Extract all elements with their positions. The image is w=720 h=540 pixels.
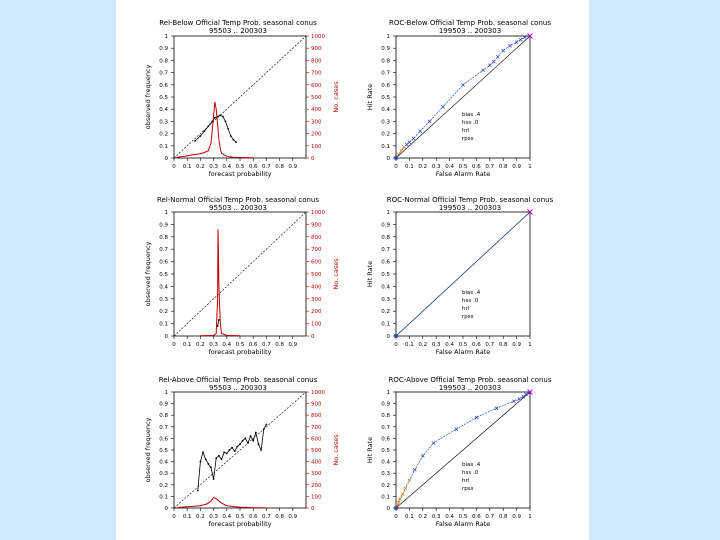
y-tick-label: 0.6: [159, 436, 168, 443]
y-tick-label: 0: [386, 334, 390, 340]
y-axis-label: Hit Rate: [366, 83, 374, 111]
count-line: [177, 498, 267, 508]
reliability-point: [226, 453, 228, 455]
y2-tick-label: 100: [311, 143, 322, 150]
y2-tick-label: 300: [311, 471, 322, 478]
x-tick-label: 0.4: [222, 342, 232, 348]
y2-tick-label: 1000: [311, 34, 325, 40]
roc-point: [515, 41, 518, 44]
x-tick-label: 0.2: [418, 164, 428, 170]
y-tick-label: 0.7: [381, 247, 390, 254]
x-tick-label: 0.2: [196, 342, 205, 348]
y-axis-label: Hit Rate: [366, 436, 374, 464]
y2-tick-label: 300: [311, 296, 322, 303]
reliability-point: [214, 117, 216, 119]
y-tick-label: 0.4: [159, 459, 168, 466]
y-tick-label: 0.6: [381, 259, 390, 266]
x-tick-label: 0.3: [431, 514, 441, 520]
x-axis-label: forecast probability: [208, 520, 272, 528]
y-tick-label: 0.9: [381, 222, 390, 229]
x-tick-label: 0.1: [405, 342, 414, 348]
y2-tick-label: 100: [311, 321, 322, 328]
roc-point: [461, 83, 464, 86]
reliability-point: [236, 446, 238, 448]
y-tick-label: 0.8: [381, 58, 390, 65]
x-tick-label: 0.4: [445, 514, 454, 520]
y-tick-label: 0.1: [381, 143, 390, 150]
y-tick-label: 0.5: [381, 272, 390, 278]
roc-point: [488, 64, 491, 67]
x-tick-label: 0.9: [288, 342, 298, 348]
y-tick-label: 0.4: [159, 284, 168, 291]
y2-tick-label: 400: [311, 459, 322, 466]
reliability-normal-chart: [118, 185, 354, 365]
y-tick-label: 0.3: [381, 471, 390, 478]
chart-subtitle: 199503 .. 200303: [438, 204, 502, 212]
x-tick-label: 0.2: [196, 514, 205, 520]
x-tick-label: 0: [394, 164, 398, 170]
y2-tick-label: 600: [311, 436, 322, 443]
y2-tick-label: 200: [311, 131, 322, 138]
x-tick-label: 0.5: [235, 514, 245, 520]
legend-entry: bias .4: [462, 462, 481, 468]
reliability-point: [222, 116, 224, 118]
x-tick-label: 0.3: [209, 342, 218, 348]
y2-tick-label: 1000: [311, 210, 325, 216]
reliability-point: [217, 116, 219, 118]
x-tick-label: 0.5: [235, 342, 245, 348]
chart-title: ROC-Above Official Temp Prob. seasonal conus: [388, 376, 552, 384]
y-tick-label: 0.9: [159, 222, 168, 229]
reliability-point: [235, 141, 237, 143]
y-tick-label: 0.8: [159, 58, 168, 65]
reliability-point: [258, 443, 260, 445]
y-tick-label: 0.4: [159, 107, 168, 114]
roc-point: [400, 149, 403, 152]
x-tick-label: 0.6: [248, 164, 258, 170]
roc-point: [508, 44, 511, 47]
y2-tick-label: 0: [311, 334, 315, 340]
x-tick-label: 0.6: [472, 514, 481, 520]
x-tick-label: 0: [172, 514, 176, 520]
y-tick-label: 0.9: [381, 46, 390, 53]
y-tick-label: 0.2: [381, 482, 390, 489]
y2-tick-label: 1000: [311, 390, 325, 396]
diagonal-line: [174, 212, 306, 336]
y-tick-label: 0.8: [381, 234, 390, 241]
diagonal-line: [174, 392, 306, 508]
reliability-point: [247, 442, 249, 444]
y-tick-label: 0.6: [159, 259, 168, 266]
count-line: [177, 102, 254, 158]
y-tick-label: 0.5: [159, 448, 168, 454]
y-tick-label: 1: [164, 34, 168, 40]
reliability-point: [211, 121, 213, 123]
y-tick-label: 0.4: [381, 459, 390, 466]
reliability-point: [215, 457, 217, 459]
reliability-point: [221, 458, 223, 460]
reliability-point: [242, 440, 244, 442]
x-tick-label: 0.8: [498, 164, 508, 170]
reliability-point: [217, 325, 219, 327]
roc-point: [397, 501, 400, 504]
reliability-point: [194, 140, 196, 142]
x-tick-label: 0.6: [472, 164, 481, 170]
roc-point: [401, 492, 404, 495]
y-tick-label: 0.5: [381, 95, 390, 101]
y2-tick-label: 900: [311, 46, 322, 53]
x-tick-label: 0.6: [248, 514, 258, 520]
reliability-point: [202, 451, 204, 453]
y2-tick-label: 500: [311, 272, 322, 278]
y-tick-label: 0.5: [381, 448, 390, 454]
legend-entry: hss .0: [462, 120, 479, 126]
x-tick-label: 0.9: [512, 164, 521, 170]
y-tick-label: 0.7: [159, 424, 168, 431]
x-tick-label: 0.5: [235, 164, 245, 170]
x-axis-label: forecast probability: [208, 170, 272, 178]
y-tick-label: 0.2: [159, 131, 168, 138]
count-line: [200, 229, 240, 335]
y-tick-label: 0.9: [159, 46, 168, 53]
x-tick-label: 0.7: [262, 514, 271, 520]
roc-point: [455, 428, 458, 431]
roc-below-chart: [352, 8, 588, 188]
y-tick-label: 0.9: [159, 401, 168, 408]
x-tick-label: 0.4: [222, 164, 232, 170]
roc-point: [502, 49, 505, 52]
roc-point: [419, 130, 422, 133]
y-axis-label: observed frequency: [144, 417, 152, 483]
x-tick-label: 0.5: [458, 164, 468, 170]
x-axis-label: False Alarm Rate: [435, 170, 491, 178]
reliability-point: [218, 319, 220, 321]
reliability-point: [233, 139, 235, 141]
reliability-point: [244, 438, 246, 440]
reliability-point: [263, 428, 265, 430]
x-tick-label: 0.3: [209, 514, 218, 520]
y-axis-label: observed frequency: [144, 241, 152, 307]
reliability-point: [225, 121, 227, 123]
reliability-point: [255, 432, 257, 434]
roc-point: [432, 441, 435, 444]
x-tick-label: 0.1: [182, 514, 192, 520]
y-tick-label: 0.7: [159, 70, 168, 77]
chart-subtitle: 95503 .. 200303: [209, 204, 267, 212]
reliability-point: [205, 458, 207, 460]
y-tick-label: 1: [386, 34, 390, 40]
x-tick-label: 1: [528, 342, 532, 348]
x-tick-label: 0: [172, 164, 176, 170]
y-axis-label: observed frequency: [144, 64, 152, 130]
x-tick-label: 0.4: [222, 514, 232, 520]
chart-title: ROC-Below Official Temp Prob. seasonal conus: [389, 19, 551, 27]
y2-tick-label: 600: [311, 259, 322, 266]
y-tick-label: 0.4: [381, 284, 390, 291]
legend-entry: bias .4: [462, 112, 481, 118]
y2-tick-label: 500: [311, 448, 322, 454]
reliability-point: [239, 443, 241, 445]
reliability-point: [260, 449, 262, 451]
x-tick-label: 0.9: [288, 514, 298, 520]
x-tick-label: 0.5: [458, 514, 468, 520]
legend-entry: rpss: [462, 136, 474, 142]
y-tick-label: 0.1: [159, 143, 168, 150]
x-tick-label: 0.8: [498, 514, 508, 520]
x-tick-label: 0.6: [248, 342, 258, 348]
y-tick-label: 0.5: [159, 272, 168, 278]
legend-entry: bias .4: [462, 290, 481, 296]
y-tick-label: 0.6: [381, 436, 390, 443]
y2-tick-label: 900: [311, 222, 322, 229]
x-tick-label: 0.2: [418, 342, 428, 348]
x-tick-label: 0.2: [418, 514, 428, 520]
chart-subtitle: 199503 .. 200303: [438, 27, 502, 35]
reliability-point: [266, 424, 268, 426]
reliability-point: [252, 440, 254, 442]
roc-point: [398, 497, 401, 500]
x-axis-label: forecast probability: [208, 348, 272, 356]
y-tick-label: 0.8: [381, 413, 390, 420]
x-tick-label: 1: [528, 164, 532, 170]
reliability-point: [219, 114, 221, 116]
x-tick-label: 0.7: [262, 342, 271, 348]
x-tick-label: 0.2: [196, 164, 205, 170]
legend-entry: hrl: [462, 306, 470, 312]
y-tick-label: 0.9: [381, 401, 390, 408]
x-tick-label: 0.9: [512, 342, 521, 348]
y2-axis-label: No. cases: [332, 81, 340, 113]
x-tick-label: 0.1: [182, 342, 192, 348]
x-tick-label: 0.7: [485, 514, 495, 520]
reliability-line: [198, 425, 267, 491]
y2-tick-label: 0: [311, 506, 315, 512]
y-tick-label: 0.4: [381, 107, 390, 114]
legend-entry: rpss: [462, 314, 474, 320]
roc-point: [408, 141, 411, 144]
roc-point: [413, 468, 416, 471]
x-tick-label: 1: [528, 514, 532, 520]
plot-area: [366, 210, 533, 357]
reliability-point: [210, 467, 212, 469]
y2-tick-label: 500: [311, 95, 322, 101]
chart-subtitle: 95503 .. 200303: [209, 27, 267, 35]
plot-area: [366, 390, 533, 529]
reliability-point: [203, 130, 205, 132]
roc-point: [492, 60, 495, 63]
x-tick-label: 0.1: [182, 164, 192, 170]
x-tick-label: 0: [394, 514, 398, 520]
y2-tick-label: 800: [311, 58, 322, 65]
y2-tick-label: 700: [311, 424, 322, 431]
roc-point: [482, 69, 485, 72]
x-tick-label: 0: [394, 342, 398, 348]
roc-point: [408, 479, 411, 482]
y-tick-label: 1: [164, 390, 168, 396]
roc-point: [512, 400, 515, 403]
x-tick-label: 0.3: [431, 164, 441, 170]
y2-tick-label: 0: [311, 156, 315, 162]
x-tick-label: 0.8: [498, 342, 508, 348]
y-tick-label: 0.2: [159, 482, 168, 489]
y-tick-label: 1: [386, 210, 390, 216]
y2-tick-label: 900: [311, 401, 322, 408]
reliability-point: [218, 455, 220, 457]
y-tick-label: 0.6: [381, 82, 390, 89]
reliability-point: [250, 435, 252, 437]
y-tick-label: 0.3: [381, 296, 390, 303]
y-tick-label: 0: [386, 506, 390, 512]
chart-title: Rel-Normal Official Temp Prob. seasonal conus: [156, 196, 320, 204]
legend-entry: hss .0: [462, 298, 479, 304]
y-tick-label: 0.7: [381, 70, 390, 77]
x-tick-label: 0.7: [485, 342, 495, 348]
y-tick-label: 1: [164, 210, 168, 216]
y2-tick-label: 300: [311, 119, 322, 126]
reliability-point: [213, 478, 215, 480]
legend-entry: rpss: [462, 486, 474, 492]
y-tick-label: 0.2: [159, 309, 168, 316]
y-tick-label: 0: [164, 156, 168, 162]
reliability-point: [234, 450, 236, 452]
x-tick-label: 0.6: [472, 342, 481, 348]
x-tick-label: 0.5: [458, 342, 468, 348]
reliability-point: [227, 128, 229, 130]
y-tick-label: 0: [164, 506, 168, 512]
x-tick-label: 0.9: [288, 164, 298, 170]
y-tick-label: 0.5: [159, 95, 168, 101]
y2-axis-label: No. cases: [332, 434, 340, 466]
x-axis-label: False Alarm Rate: [435, 520, 491, 528]
legend-entry: hrl: [462, 478, 470, 484]
roc-point: [421, 454, 424, 457]
diagonal-line: [174, 36, 306, 158]
legend-entry: hss .0: [462, 470, 479, 476]
roc-point: [475, 416, 478, 419]
y2-tick-label: 800: [311, 413, 322, 420]
x-tick-label: 0.3: [209, 164, 218, 170]
reliability-point: [200, 135, 202, 137]
chart-title: Rel-Below Official Temp Prob. seasonal conus: [159, 19, 317, 27]
y-tick-label: 0.1: [159, 321, 168, 328]
reliability-point: [200, 461, 202, 463]
y-tick-label: 1: [386, 390, 390, 396]
reliability-point: [207, 125, 209, 127]
reliability-above-chart: [118, 358, 354, 538]
roc-normal-chart: [352, 185, 588, 365]
y2-tick-label: 700: [311, 70, 322, 77]
y-tick-label: 0.3: [159, 119, 168, 126]
legend-entry: hrl: [462, 128, 470, 134]
x-axis-label: False Alarm Rate: [435, 348, 491, 356]
roc-point: [496, 55, 499, 58]
y2-tick-label: 700: [311, 247, 322, 254]
reliability-point: [197, 490, 199, 492]
plot-frame: [174, 36, 306, 158]
y-tick-label: 0.3: [159, 471, 168, 478]
reliability-below-chart: [118, 8, 354, 188]
plot-area: [144, 390, 340, 528]
x-tick-label: 0.7: [485, 164, 495, 170]
plot-area: [366, 34, 533, 179]
y-tick-label: 0.8: [159, 413, 168, 420]
y-tick-label: 0.8: [159, 234, 168, 241]
roc-point: [519, 38, 522, 41]
roc-point: [428, 120, 431, 123]
y-tick-label: 0: [164, 334, 168, 340]
y-tick-label: 0.1: [381, 321, 390, 328]
roc-point: [404, 487, 407, 490]
y2-tick-label: 400: [311, 107, 322, 114]
chart-title: Rel-Above Official Temp Prob. seasonal conus: [158, 376, 318, 384]
y-tick-label: 0.6: [159, 82, 168, 89]
y2-tick-label: 200: [311, 309, 322, 316]
y-axis-label: Hit Rate: [366, 260, 374, 288]
y-tick-label: 0.3: [381, 119, 390, 126]
y2-axis-label: No. cases: [332, 258, 340, 290]
x-tick-label: 0.8: [275, 342, 284, 348]
x-tick-label: 0: [172, 342, 176, 348]
x-tick-label: 0.1: [405, 514, 414, 520]
y2-tick-label: 200: [311, 482, 322, 489]
x-tick-label: 0.7: [262, 164, 271, 170]
reliability-point: [230, 135, 232, 137]
plot-area: [144, 34, 340, 178]
x-tick-label: 0.3: [431, 342, 441, 348]
y-tick-label: 0.1: [159, 494, 168, 501]
y-tick-label: 0.1: [381, 494, 390, 501]
figure-sheet: [116, 0, 589, 540]
y2-tick-label: 100: [311, 494, 322, 501]
y2-tick-label: 800: [311, 234, 322, 241]
x-tick-label: 0.8: [275, 514, 284, 520]
chart-title: ROC-Normal Official Temp Prob. seasonal conus: [386, 196, 554, 204]
plot-frame: [174, 212, 306, 336]
roc-above-chart: [352, 358, 588, 538]
y2-tick-label: 600: [311, 82, 322, 89]
roc-point: [412, 137, 415, 140]
roc-point: [495, 407, 498, 410]
chart-subtitle: 199503 .. 200303: [438, 384, 502, 392]
y-tick-label: 0.7: [381, 424, 390, 431]
x-tick-label: 0.4: [445, 164, 454, 170]
y-tick-label: 0: [386, 156, 390, 162]
chart-subtitle: 95503 .. 200303: [209, 384, 267, 392]
reliability-line: [218, 320, 219, 326]
x-tick-label: 0.4: [445, 342, 454, 348]
x-tick-label: 0.8: [275, 164, 284, 170]
reliability-point: [231, 447, 233, 449]
x-tick-label: 0.9: [512, 514, 521, 520]
roc-point: [518, 397, 521, 400]
y-tick-label: 0.7: [159, 247, 168, 254]
plot-area: [144, 210, 340, 356]
y-tick-label: 0.3: [159, 296, 168, 303]
y-tick-label: 0.2: [381, 131, 390, 138]
y2-tick-label: 400: [311, 284, 322, 291]
y-tick-label: 0.2: [381, 309, 390, 316]
reliability-point: [223, 451, 225, 453]
reliability-point: [229, 449, 231, 451]
x-tick-label: 0.1: [405, 164, 414, 170]
roc-point: [441, 105, 444, 108]
reliability-point: [207, 463, 209, 465]
